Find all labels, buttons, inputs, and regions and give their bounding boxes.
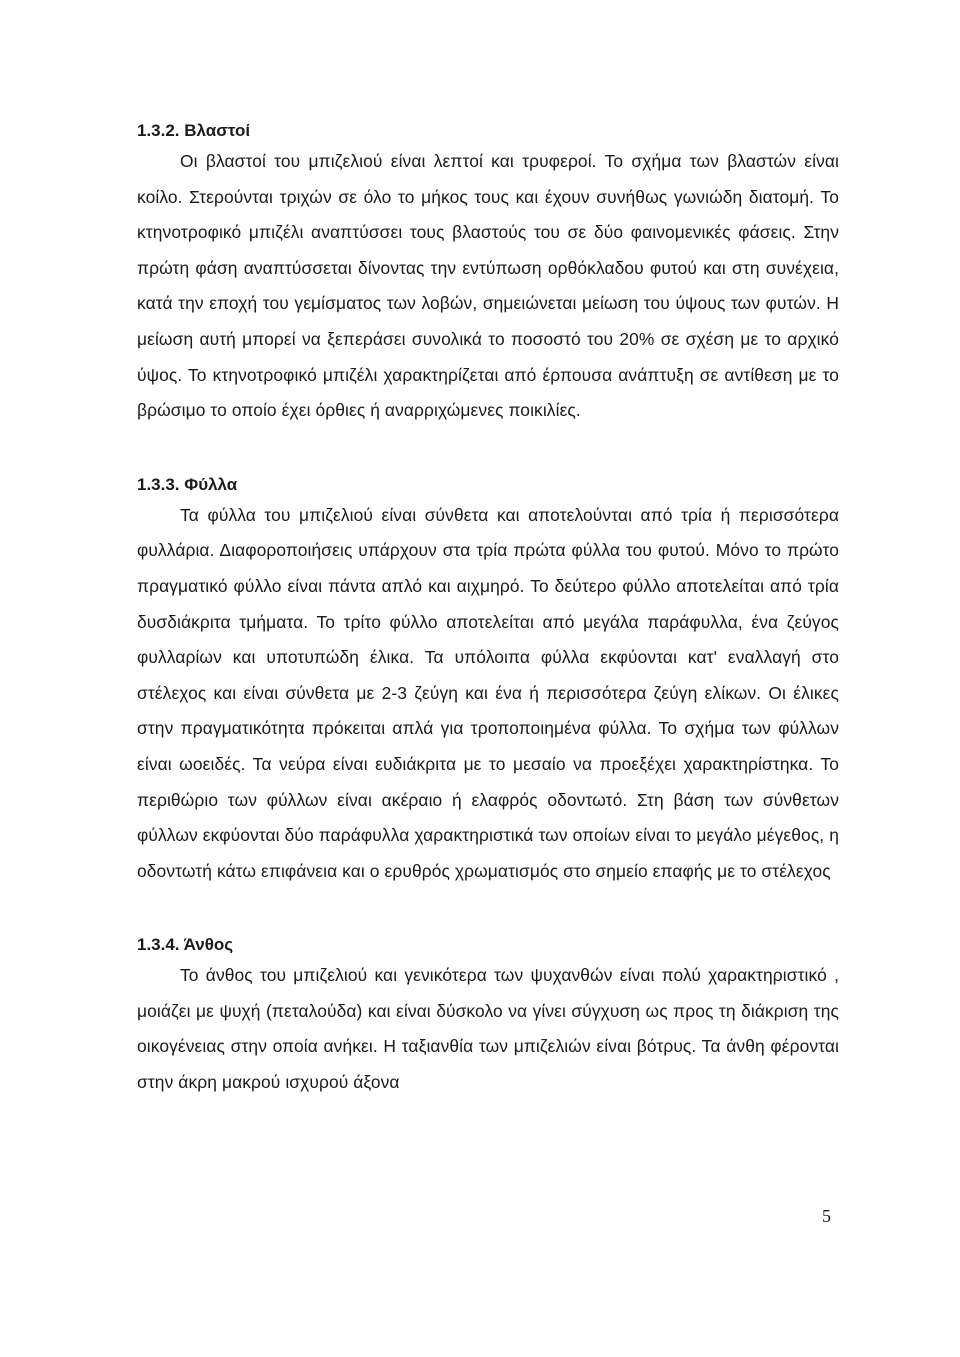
section-paragraph: Τα φύλλα του μπιζελιού είναι σύνθετα και αποτελούνται από τρία ή περισσότερα φυλλάρια. Διαφοροποιήσεις υπάρχουν στα τρία πρώτα φύλλα του φυτού. Μόνο το πρώτο πραγματικό φύλλο είναι πάντα απλό και αιχμηρό. Το δεύτερο φύλλο αποτελείται από τρία δυσδιάκριτα τμήματα. Το τρίτο φύλλο αποτελείται από μεγάλα παράφυλλα, ένα ζεύγος φυλλαρίων και υποτυπώδη έλικα. Τα υπόλοιπα φύλλα εκφύονται κατ' εναλλαγή στο στέλεχος και είναι σύνθετα με 2-3 ζεύγη και ένα ή περισσότερα ζεύγη ελίκων. Οι έλικες στην πραγματικότητα πρόκειται απλά για τροποποιημένα φύλλα. Το σχήμα των φύλλων είναι ωοειδές. Τα νεύρα είναι ευδιάκριτα με το μεσαίο να προεξέχει χαρακτηρίστηκα. Το περιθώριο των φύλλων είναι ακέραιο ή ελαφρός οδοντωτό. Στη βάση των σύνθετων φύλλων εκφύονται δύο παράφυλλα χαρακτηριστικά των οποίων είναι το μεγάλο μέγεθος, η οδοντωτή κάτω επιφάνεια και ο ερυθρός χρωματισμός στο σημείο επαφής με το στέλεχος — [137, 504, 839, 881]
section-heading: 1.3.3. Φύλλα — [137, 474, 238, 494]
section-stems — [137, 118, 839, 429]
section-flower — [137, 932, 839, 1100]
section-paragraph: Το άνθος του μπιζελιού και γενικότερα των ψυχανθών είναι πολύ χαρακτηριστικό , μοιάζει με ψυχή (πεταλούδα) και είναι δύσκολο να γίνει σύγχυση ως προς τη διάκριση της οικογένειας στην οποία ανήκει. Η ταξιανθία των μπιζελιών είναι βότρυς. Τα άνθη φέρονται στην άκρη μακρού ισχυρού άξονα — [137, 965, 839, 1093]
document-page — [137, 118, 839, 1101]
page-number: 5 — [822, 1206, 831, 1226]
section-heading: 1.3.4. Άνθος — [137, 935, 234, 955]
section-leaves — [137, 472, 839, 890]
section-paragraph: Οι βλαστοί του μπιζελιού είναι λεπτοί και τρυφεροί. Το σχήμα των βλαστών είναι κοίλο. Στερούνται τριχών σε όλο το μήκος τους και έχουν συνήθως γωνιώδη διατομή. Το κτηνοτροφικό μπιζέλι αναπτύσσει τους βλαστούς του σε δύο φαινομενικές φάσεις. Στην πρώτη φάση αναπτύσσεται δίνοντας την εντύπωση ορθόκλαδου φυτού και στη συνέχεια, κατά την εποχή του γεμίσματος των λοβών, σημειώνεται μείωση του ύψους των φυτών. Η μείωση αυτή μπορεί να ξεπεράσει συνολικά το ποσοστό του 20% σε σχέση με το αρχικό ύψος. Το κτηνοτροφικό μπιζέλι χαρακτηρίζεται από έρπουσα ανάπτυξη σε αντίθεση με το βρώσιμο το οποίο έχει όρθιες ή αναρριχώμενες ποικιλίες. — [137, 151, 839, 421]
section-heading: 1.3.2. Βλαστοί — [137, 121, 251, 140]
